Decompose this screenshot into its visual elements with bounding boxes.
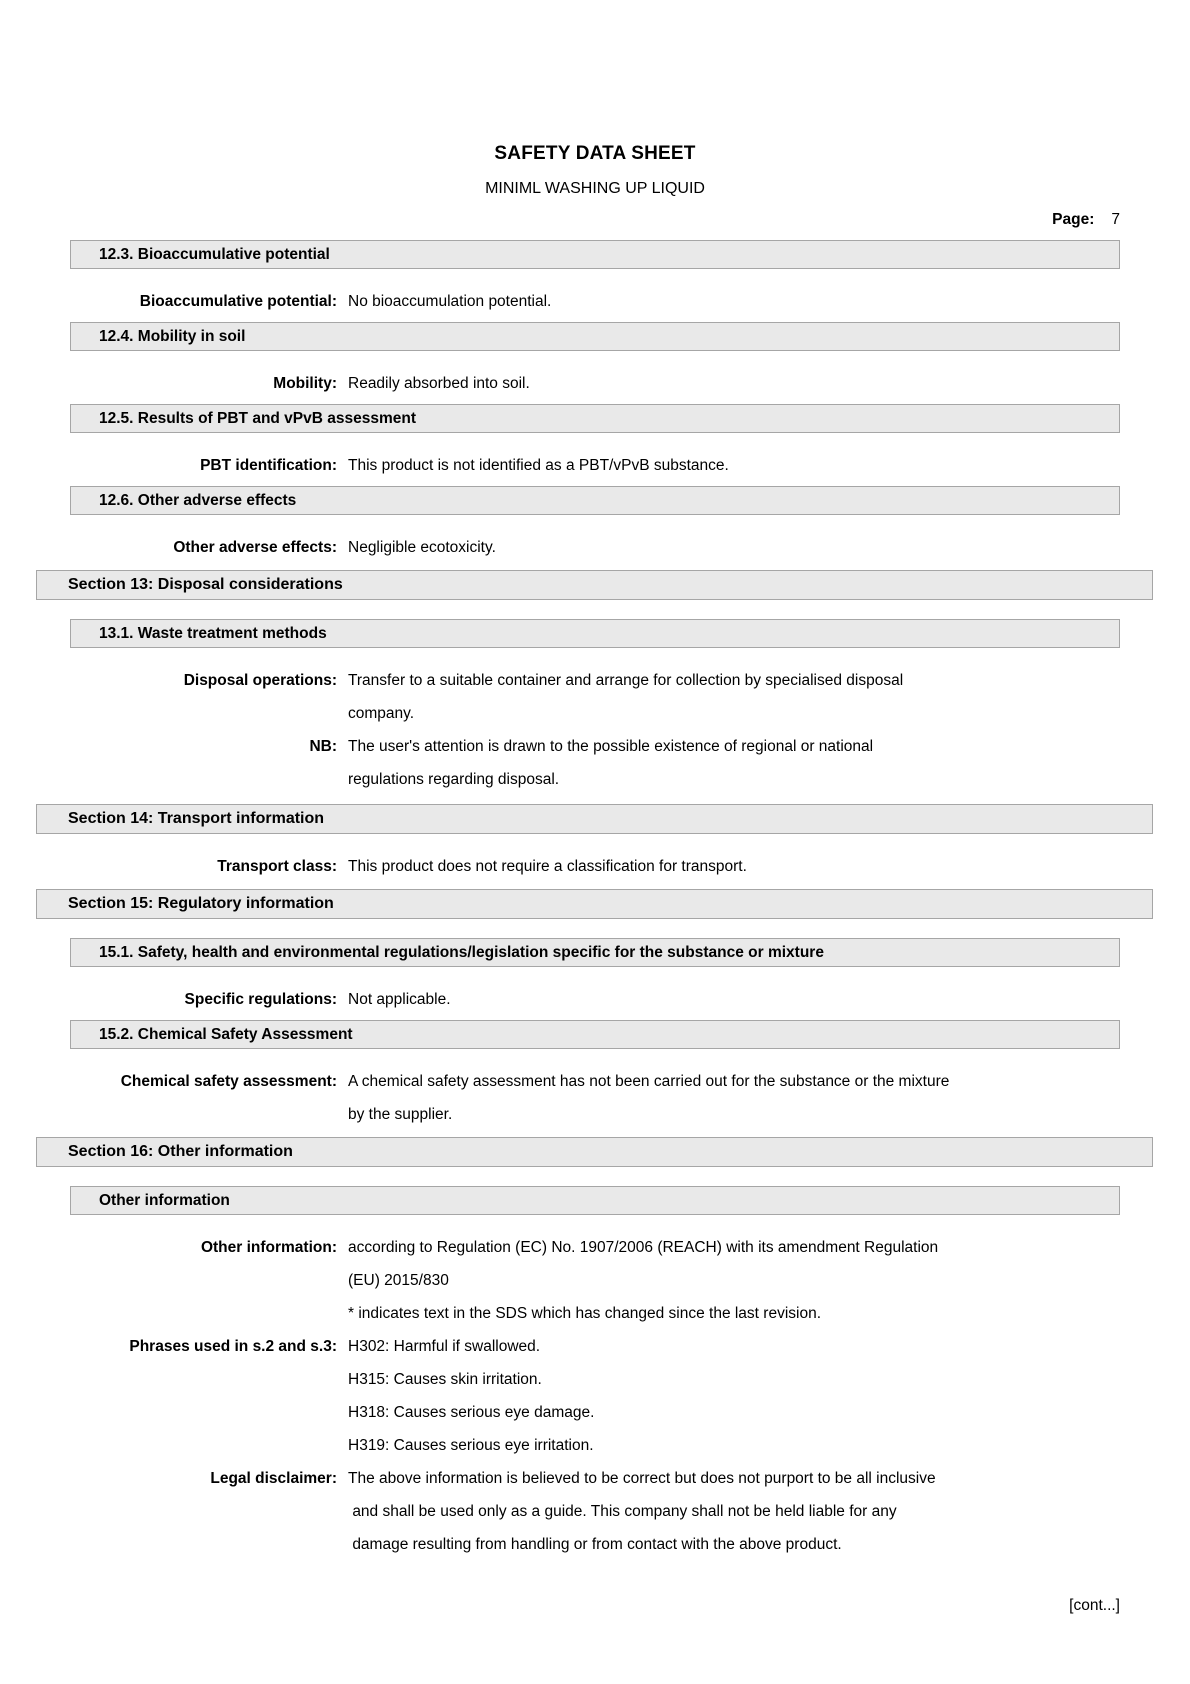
field-value — [348, 858, 1190, 876]
field-value — [348, 738, 1190, 789]
field-value-line: Readily absorbed into soil. — [348, 375, 530, 392]
field-value — [348, 457, 1190, 475]
field-value-line: and shall be used only as a guide. This company shall not be held liable for any — [348, 1503, 897, 1520]
section-header-text: Section 13: Disposal considerations — [68, 576, 343, 593]
field-row-nb — [0, 738, 1190, 789]
subsection-header-text: 12.3. Bioaccumulative potential — [99, 245, 330, 263]
field-value — [348, 1073, 1190, 1124]
field-row-disposal-operations — [0, 672, 1190, 723]
field-row-specific-regulations — [0, 991, 1190, 1009]
section-header-14 — [36, 804, 1153, 834]
document-title: SAFETY DATA SHEET — [494, 143, 696, 164]
field-value-line: This product is not identified as a PBT/vPvB substance. — [348, 457, 729, 474]
subsection-header-12-6 — [70, 486, 1120, 515]
subsection-header-12-4 — [70, 322, 1120, 351]
field-value — [348, 991, 1190, 1009]
subsection-header-12-3 — [70, 240, 1120, 269]
field-row-other-information — [0, 1239, 1190, 1323]
field-value-line: Not applicable. — [348, 991, 451, 1008]
field-row-chemical-safety-assessment — [0, 1073, 1190, 1124]
field-value-line: A chemical safety assessment has not been carried out for the substance or the mixture — [348, 1073, 950, 1090]
subsection-header-15-1 — [70, 938, 1120, 967]
field-value — [348, 293, 1190, 311]
subsection-header-text: 12.4. Mobility in soil — [99, 327, 246, 345]
field-value-line: * indicates text in the SDS which has changed since the last revision. — [348, 1305, 822, 1322]
field-row-legal-disclaimer — [0, 1470, 1190, 1554]
field-label: Specific regulations: — [184, 991, 337, 1008]
field-value-line: This product does not require a classification for transport. — [348, 858, 747, 875]
field-row-transport-class — [0, 858, 1190, 876]
subsection-header-text: 13.1. Waste treatment methods — [99, 624, 327, 642]
field-label: Mobility: — [273, 375, 337, 392]
field-value — [348, 539, 1190, 557]
field-value-line: No bioaccumulation potential. — [348, 293, 552, 310]
field-value-line: damage resulting from handling or from contact with the above product. — [348, 1536, 842, 1553]
section-header-13 — [36, 570, 1153, 600]
field-row-other-adverse-effects — [0, 539, 1190, 557]
subsection-header-text: Other information — [99, 1191, 230, 1209]
field-label: Other adverse effects: — [173, 539, 337, 556]
field-value-line: regulations regarding disposal. — [348, 771, 560, 788]
field-value-line: H318: Causes serious eye damage. — [348, 1404, 595, 1421]
section-header-text: Section 16: Other information — [68, 1143, 293, 1160]
field-value-line: (EU) 2015/830 — [348, 1272, 449, 1289]
page-number: 7 — [1111, 211, 1120, 228]
continuation-marker: [cont...] — [1069, 1597, 1120, 1614]
field-value — [348, 375, 1190, 393]
section-header-15 — [36, 889, 1153, 919]
field-row-bioaccumulative-potential — [0, 293, 1190, 311]
subsection-header-12-5 — [70, 404, 1120, 433]
field-value-line: The user's attention is drawn to the possible existence of regional or national — [348, 738, 874, 755]
field-label: Other information: — [200, 1239, 337, 1256]
field-label: NB: — [309, 738, 337, 755]
section-header-text: Section 15: Regulatory information — [68, 895, 334, 912]
field-value-line: Transfer to a suitable container and arrange for collection by specialised disposal — [348, 672, 904, 689]
subsection-header-13-1 — [70, 619, 1120, 648]
subsection-header-text: 12.5. Results of PBT and vPvB assessment — [99, 409, 417, 427]
field-value — [348, 672, 1190, 723]
section-header-text: Section 14: Transport information — [68, 810, 325, 827]
subsection-header-text: 15.1. Safety, health and environmental regulations/legislation specific for the substance or mixture — [99, 943, 824, 961]
field-label: Disposal operations: — [183, 672, 337, 689]
field-label: Chemical safety assessment: — [120, 1073, 337, 1090]
field-label: Phrases used in s.2 and s.3: — [129, 1338, 337, 1355]
subsection-header-15-2 — [70, 1020, 1120, 1049]
field-row-phrases — [0, 1338, 1190, 1455]
section-header-16 — [36, 1137, 1153, 1167]
field-value-line: company. — [348, 705, 415, 722]
field-row-mobility — [0, 375, 1190, 393]
field-value-line: by the supplier. — [348, 1106, 453, 1123]
field-value-line: according to Regulation (EC) No. 1907/2006 (REACH) with its amendment Regulation — [348, 1239, 939, 1256]
product-name: MINIML WASHING UP LIQUID — [485, 180, 705, 197]
field-value-line: H315: Causes skin irritation. — [348, 1371, 542, 1388]
field-value-line: H302: Harmful if swallowed. — [348, 1338, 541, 1355]
field-value-line: The above information is believed to be correct but does not purport to be all inclusive — [348, 1470, 936, 1487]
subsection-header-other-information — [70, 1186, 1120, 1215]
field-value-line: Negligible ecotoxicity. — [348, 539, 496, 556]
field-label: PBT identification: — [200, 457, 337, 474]
field-row-pbt-identification — [0, 457, 1190, 475]
field-value — [348, 1470, 1190, 1554]
field-value — [348, 1338, 1190, 1455]
field-value — [348, 1239, 1190, 1323]
field-label: Bioaccumulative potential: — [139, 293, 337, 310]
field-value-line: H319: Causes serious eye irritation. — [348, 1437, 594, 1454]
page-label: Page: — [1052, 211, 1095, 228]
field-label: Transport class: — [217, 858, 337, 875]
subsection-header-text: 12.6. Other adverse effects — [99, 491, 297, 509]
page-number-row — [0, 211, 1120, 229]
field-label: Legal disclaimer: — [210, 1470, 337, 1487]
subsection-header-text: 15.2. Chemical Safety Assessment — [99, 1025, 353, 1043]
